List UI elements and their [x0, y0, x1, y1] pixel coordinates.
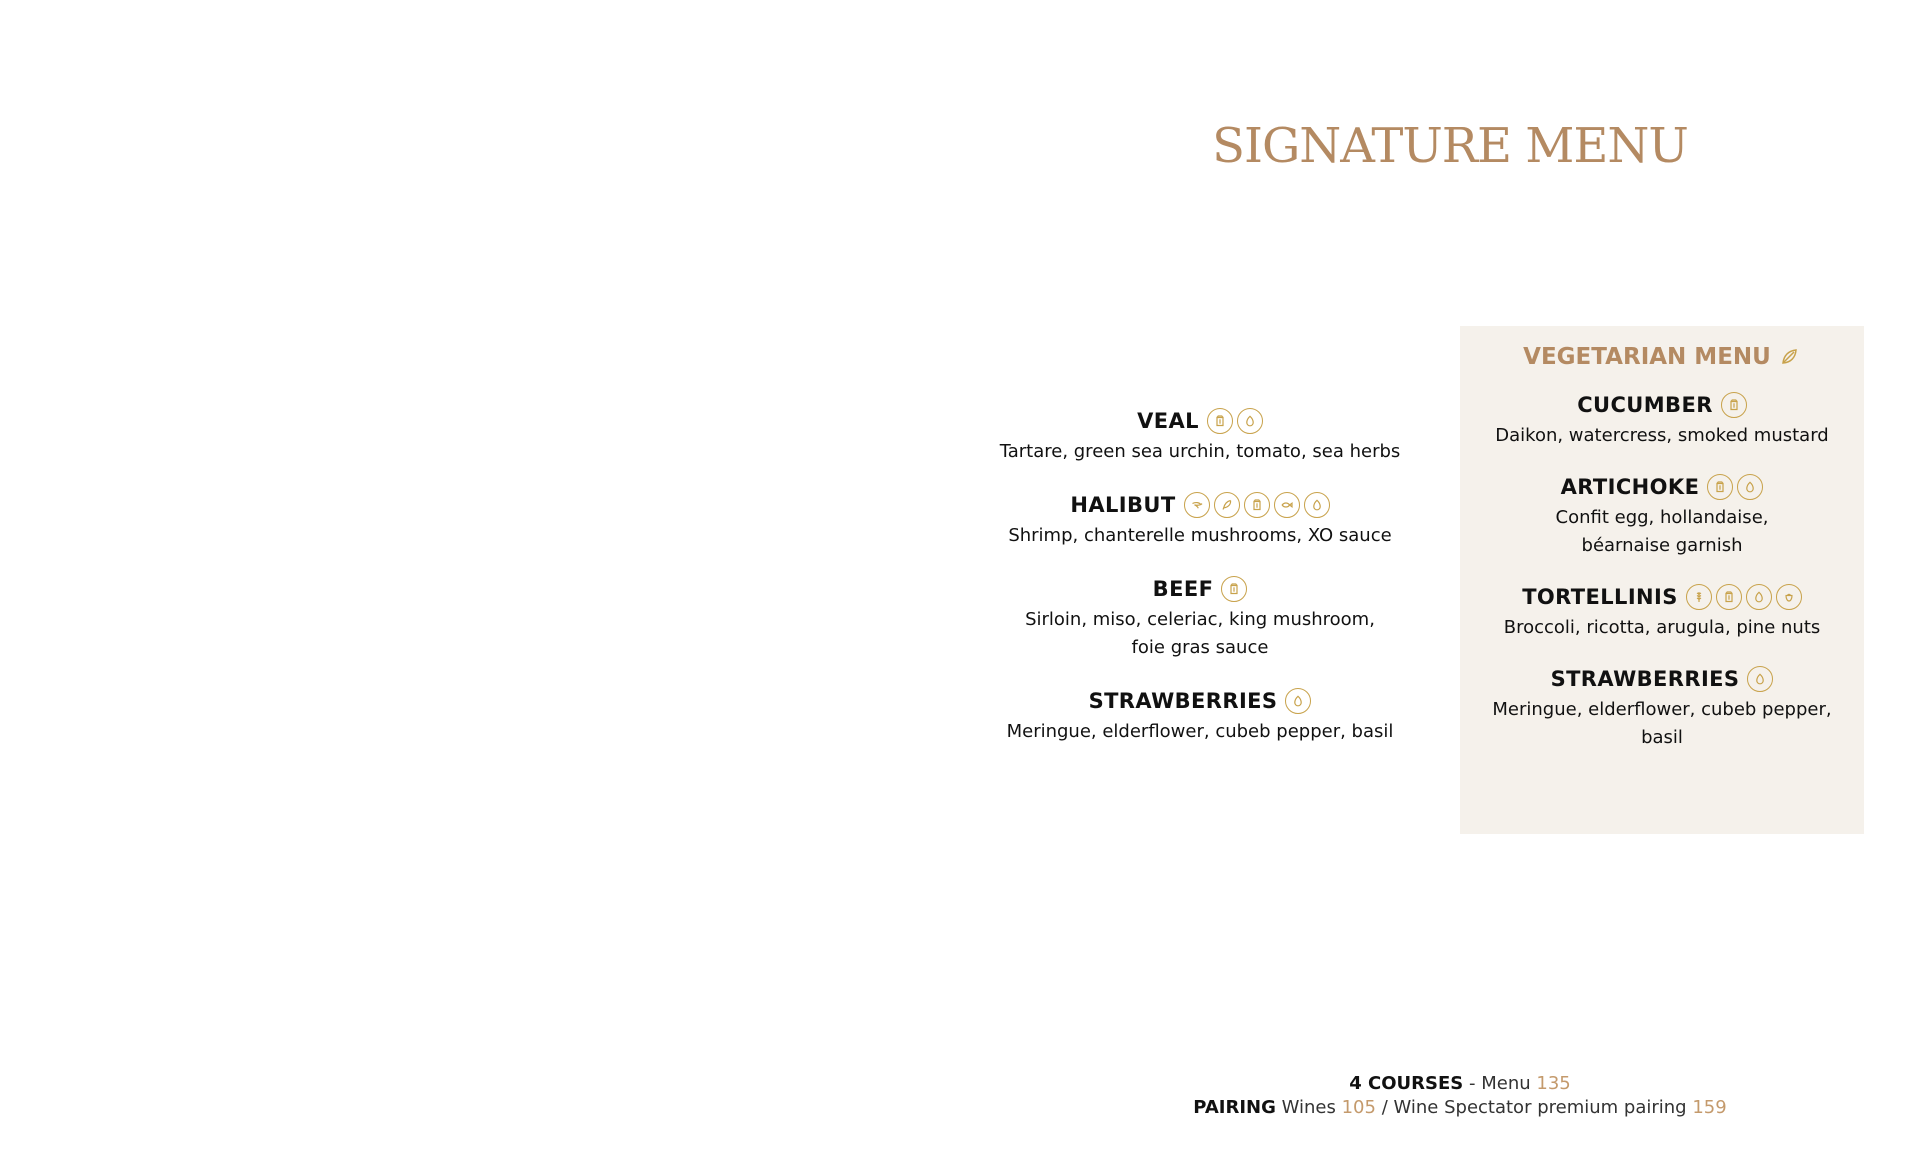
dish-description-line: Meringue, elderflower, cubeb pepper,	[1492, 699, 1832, 720]
dish-description-line: béarnaise garnish	[1581, 535, 1743, 556]
allergen-feather-icon	[1214, 492, 1240, 518]
dish-name: ARTICHOKE	[1560, 475, 1700, 499]
wine-spectator-price: 159	[1692, 1097, 1727, 1118]
allergen-box-icon	[1707, 474, 1733, 500]
allergen-seed-icon	[1285, 688, 1311, 714]
pricing-footer	[1120, 1072, 1800, 1120]
dish-name: STRAWBERRIES	[1088, 689, 1278, 713]
allergen-icons	[1747, 666, 1773, 692]
vegetarian-menu-panel	[1460, 326, 1864, 834]
dish-description: Daikon, watercress, smoked mustard	[1495, 425, 1829, 446]
allergen-box-icon	[1221, 576, 1247, 602]
courses-line	[1120, 1072, 1800, 1096]
allergen-icons	[1285, 688, 1311, 714]
veg-dish-artichoke	[1460, 474, 1864, 560]
dish-description: Shrimp, chanterelle mushrooms, XO sauce	[1008, 525, 1392, 546]
leaf-icon	[1777, 345, 1801, 369]
dish-beef	[960, 576, 1440, 662]
allergen-seed-icon	[1237, 408, 1263, 434]
dish-name: STRAWBERRIES	[1550, 667, 1740, 691]
allergen-icons	[1207, 408, 1263, 434]
pairing-line	[1120, 1096, 1800, 1120]
pairing-separator: /	[1375, 1097, 1394, 1118]
dish-description-line: foie gras sauce	[1131, 637, 1269, 658]
wines-label: Wines	[1281, 1097, 1336, 1118]
allergen-fish-icon	[1274, 492, 1300, 518]
dish-name: TORTELLINIS	[1522, 585, 1678, 609]
page-title: SIGNATURE MENU	[1212, 118, 1688, 174]
dish-description-line: Sirloin, miso, celeriac, king mushroom,	[1025, 609, 1375, 630]
vegetarian-menu-header	[1460, 344, 1864, 370]
allergen-box-icon	[1721, 392, 1747, 418]
dish-description: Tartare, green sea urchin, tomato, sea herbs	[999, 441, 1401, 462]
veg-dish-strawberries	[1460, 666, 1864, 752]
allergen-grain-icon	[1686, 584, 1712, 610]
wines-price: 105	[1341, 1097, 1376, 1118]
dish-name: CUCUMBER	[1577, 393, 1713, 417]
allergen-icons	[1707, 474, 1763, 500]
dish-description: Broccoli, ricotta, arugula, pine nuts	[1503, 617, 1821, 638]
pairing-label: PAIRING	[1193, 1097, 1276, 1118]
wine-spectator-label: Wine Spectator premium pairing	[1393, 1097, 1687, 1118]
allergen-box-icon	[1244, 492, 1270, 518]
dish-description: Meringue, elderflower, cubeb pepper, basil	[1006, 721, 1394, 742]
dish-name: VEAL	[1137, 409, 1199, 433]
dish-veal	[960, 408, 1440, 466]
allergen-icons	[1184, 492, 1330, 518]
allergen-icons	[1721, 392, 1747, 418]
allergen-nut-icon	[1776, 584, 1802, 610]
veg-dish-cucumber	[1460, 392, 1864, 450]
courses-separator: -	[1463, 1073, 1482, 1094]
main-menu	[960, 408, 1440, 772]
allergen-icons	[1686, 584, 1802, 610]
dish-name: BEEF	[1152, 577, 1214, 601]
allergen-seed-icon	[1746, 584, 1772, 610]
courses-label: 4 COURSES	[1349, 1073, 1464, 1094]
menu-label: Menu	[1481, 1073, 1531, 1094]
vegetarian-menu-title: VEGETARIAN MENU	[1523, 344, 1771, 370]
dish-description-line: basil	[1641, 727, 1683, 748]
allergen-box-icon	[1207, 408, 1233, 434]
menu-price: 135	[1536, 1073, 1571, 1094]
dish-description-line: Confit egg, hollandaise,	[1555, 507, 1769, 528]
veg-dish-tortellinis	[1460, 584, 1864, 642]
allergen-seed-icon	[1747, 666, 1773, 692]
allergen-icons	[1221, 576, 1247, 602]
allergen-shrimp-icon	[1184, 492, 1210, 518]
dish-strawberries	[960, 688, 1440, 746]
allergen-box-icon	[1716, 584, 1742, 610]
allergen-seed-icon	[1737, 474, 1763, 500]
dish-halibut	[960, 492, 1440, 550]
dish-name: HALIBUT	[1070, 493, 1176, 517]
allergen-seed-icon	[1304, 492, 1330, 518]
